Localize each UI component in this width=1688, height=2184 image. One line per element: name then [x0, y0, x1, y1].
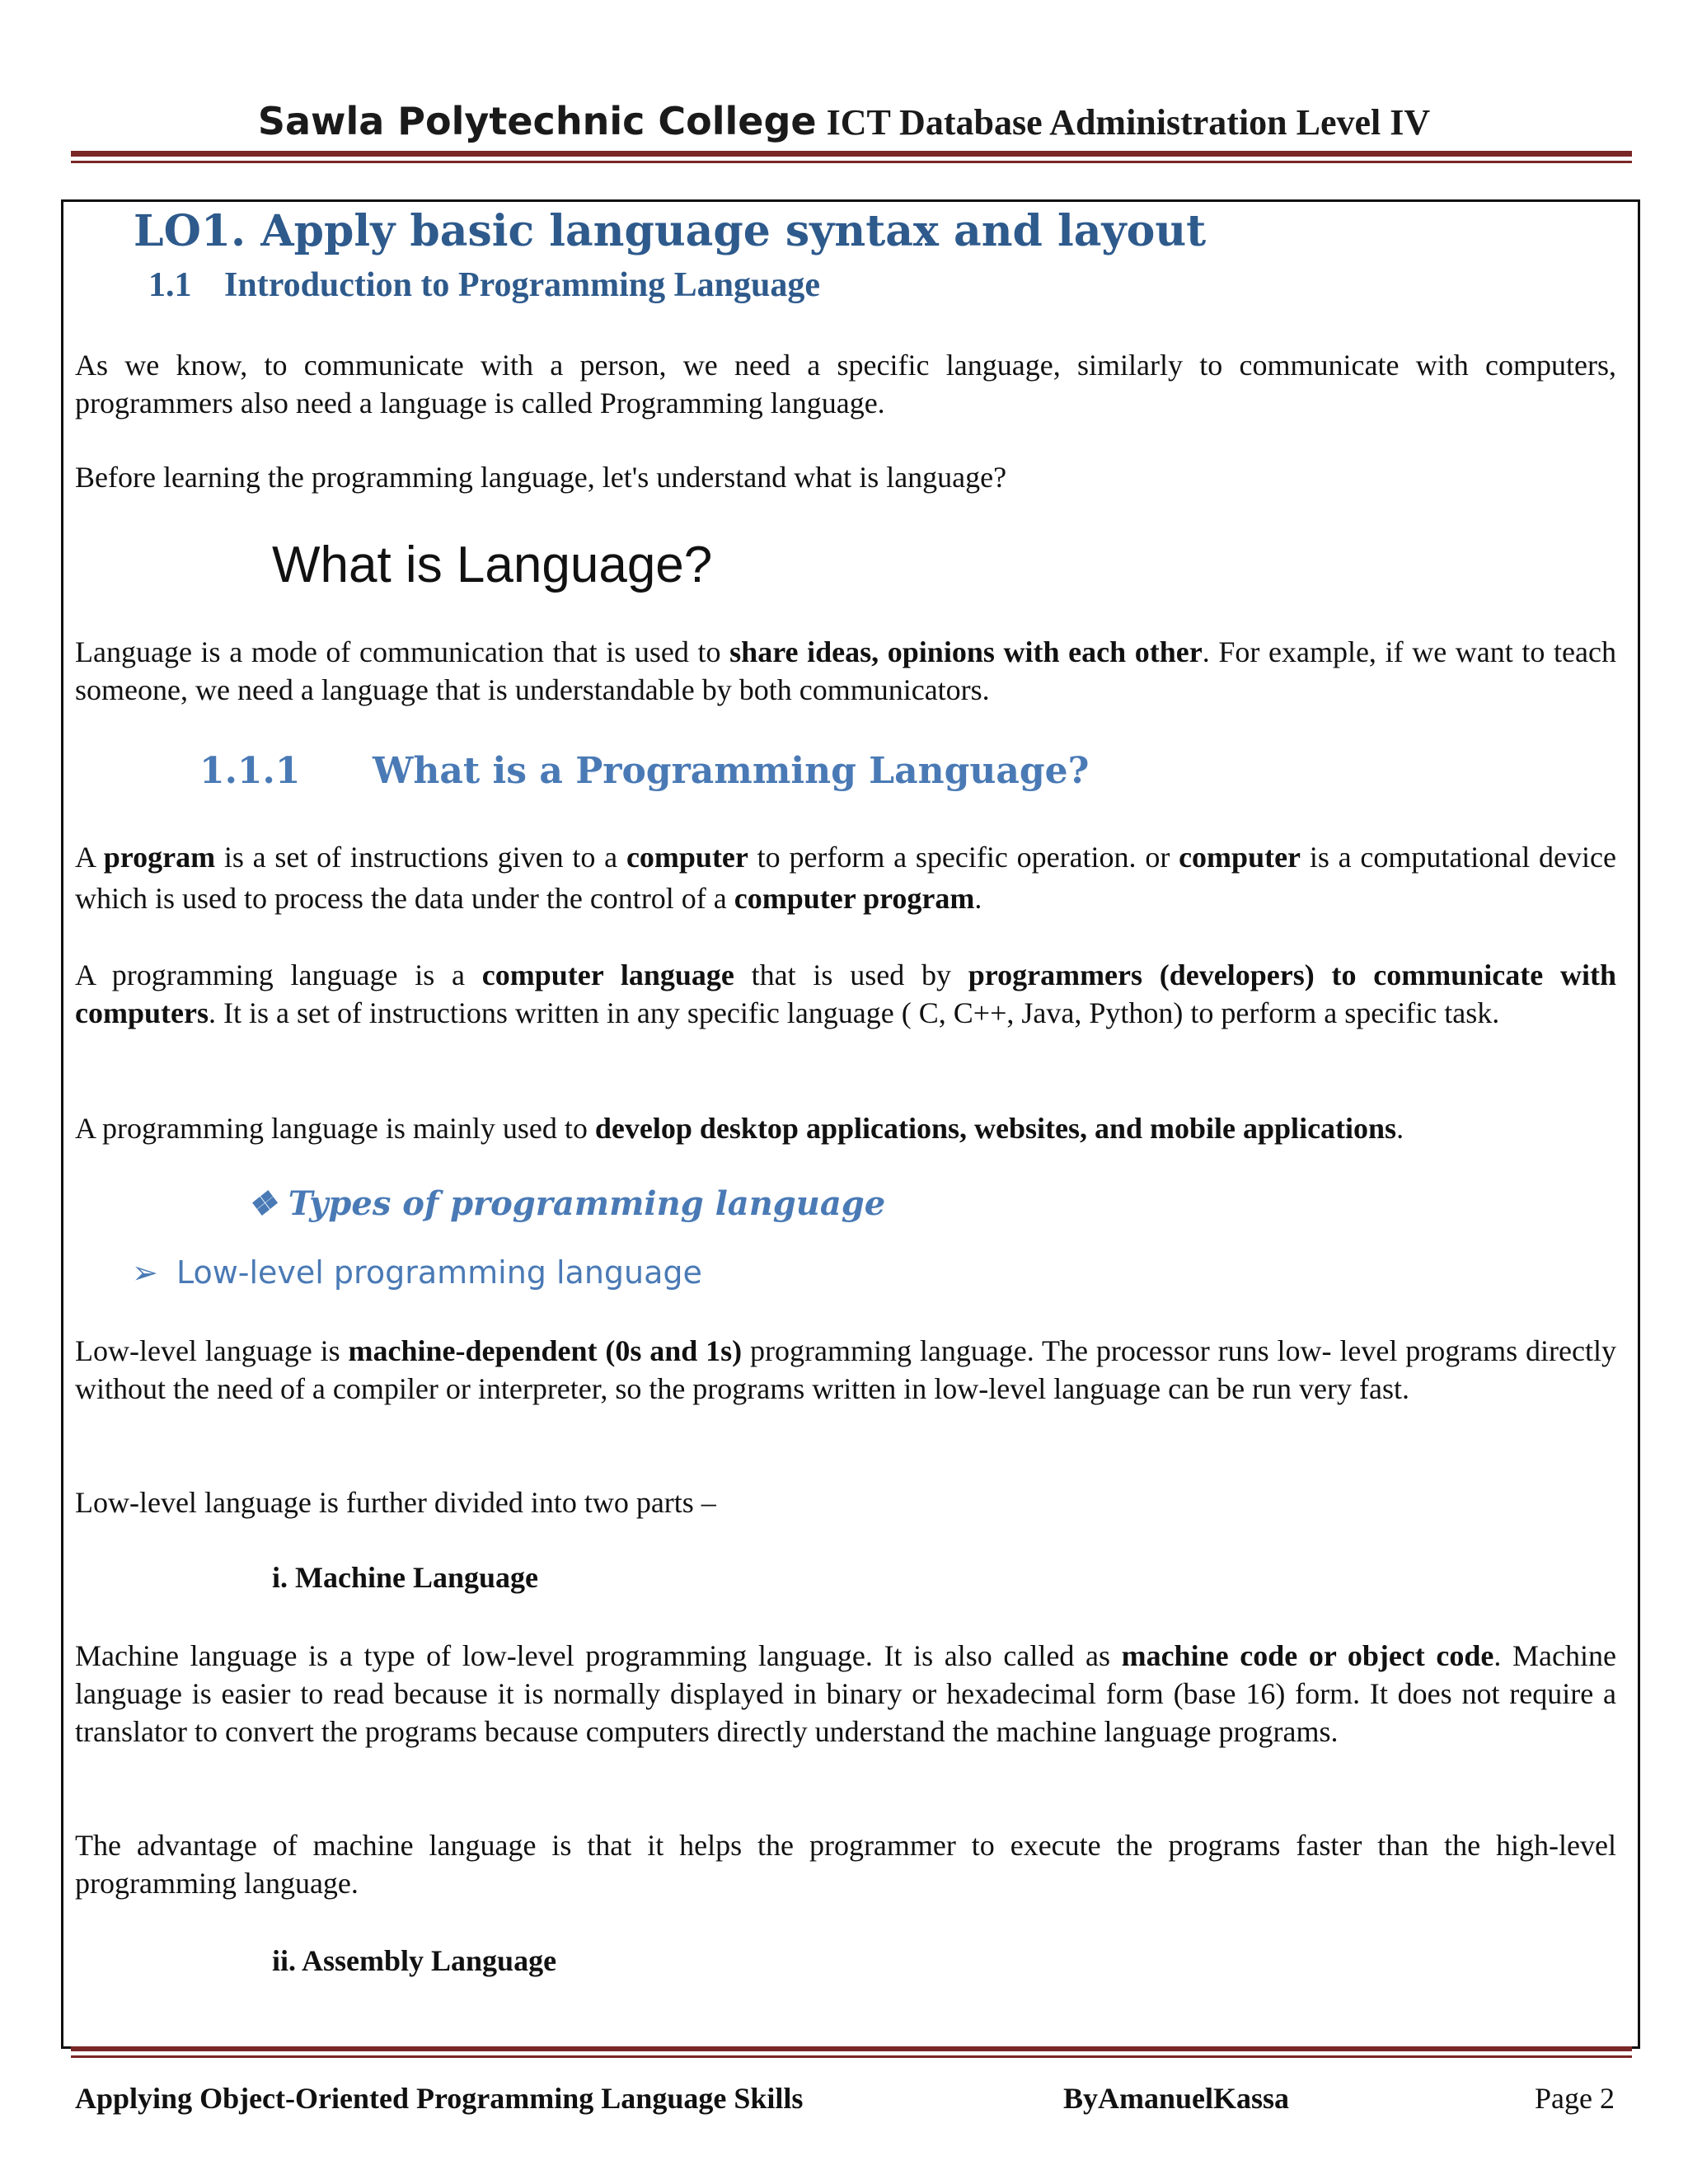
text-run: that is used by	[734, 958, 968, 991]
text-run: A programming language is a	[75, 958, 482, 991]
text-run: Machine language is a type of low-level programming language. It is also called as	[75, 1639, 1122, 1672]
footer-author: ByAmanuelKassa	[1063, 2082, 1290, 2115]
what-is-language-heading: What is Language?	[272, 537, 713, 593]
text-run: A	[75, 841, 104, 874]
text-run: . It is a set of instructions written in any specific language ( C, C++, Java, Python) to perform a specific task.	[208, 996, 1500, 1029]
text-run: .	[1396, 1112, 1404, 1145]
types-heading	[247, 1184, 885, 1223]
paragraph-two-parts: Low-level language is further divided into two parts –	[75, 1486, 716, 1519]
bold-text: machine code or object code	[1121, 1639, 1494, 1672]
bold-text: share ideas, opinions with each other	[729, 635, 1203, 668]
page-header	[0, 99, 1688, 143]
section-number: 1.1	[148, 266, 192, 304]
text-run: Language is a mode of communication that is used to	[75, 635, 730, 668]
paragraph-lowlevel	[75, 1332, 1616, 1408]
section-title: What is a Programming Language?	[373, 750, 1090, 792]
section-heading-1-1	[148, 265, 820, 305]
college-name: Sawla Polytechnic College	[257, 99, 817, 143]
paragraph-programming-language-definition	[75, 956, 1616, 1032]
course-name: ICT Database Administration Level IV	[826, 102, 1431, 143]
text-run: is a computational device which is used to process the data under the control of a	[75, 841, 1616, 915]
text-run: . Machine language is easier to read because it is normally displayed in binary or hexadecimal form (base 16) form. It does not require a translator to convert the programs because computers directly understand the machine language programs.	[75, 1639, 1616, 1748]
paragraph-advantage: The advantage of machine language is that it helps the programmer to execute the programs faster than the high-level programming language.	[75, 1829, 1616, 1900]
paragraph-before-learning: Before learning the programming language, let's understand what is language?	[75, 461, 1007, 494]
bold-text: program	[103, 841, 216, 874]
bold-text: develop desktop applications, websites, and mobile applications	[594, 1112, 1397, 1145]
header-rule	[71, 151, 1632, 157]
bold-text: computer	[1179, 841, 1301, 874]
paragraph-program-definition	[75, 837, 1616, 919]
lowlevel-heading	[132, 1254, 702, 1291]
section-title: Introduction to Programming Language	[224, 266, 820, 304]
paragraph-machine-language	[75, 1637, 1616, 1750]
bold-text: computer program	[734, 882, 975, 915]
text-run: programming language. The processor runs low- level programs directly without the need of a compiler or interpreter, so the programs written in low-level language can be run very fast.	[75, 1334, 1616, 1405]
bold-text: computer	[626, 841, 748, 874]
bold-text: programmers (developers) to communicate with computers	[75, 958, 1617, 1029]
bold-text: machine-dependent (0s and 1s)	[348, 1334, 743, 1367]
text-run: is a set of instructions given to a	[215, 841, 626, 874]
footer-course-title: Applying Object-Oriented Programming Language Skills	[75, 2082, 804, 2115]
subheading-machine-language: i. Machine Language	[272, 1561, 539, 1594]
text-run: Low-level language is	[75, 1334, 349, 1367]
arrow-bullet-icon: ➢	[132, 1254, 158, 1291]
footer-rule	[71, 2046, 1632, 2051]
paragraph-intro: As we know, to communicate with a person, we need a specific language, similarly to communicate with computers, programmers also need a language is called Programming language.	[75, 349, 1616, 419]
bold-text: computer language	[481, 958, 734, 991]
paragraph-usage	[75, 1109, 1616, 1147]
learning-outcome-title: LO1. Apply basic language syntax and layout	[134, 206, 1207, 256]
subheading-assembly-language: ii. Assembly Language	[272, 1944, 557, 1977]
types-heading-text: Types of programming language	[288, 1184, 886, 1223]
footer-rule-thin	[71, 2055, 1632, 2058]
section-heading-1-1-1	[199, 750, 1089, 792]
footer-page-number: Page 2	[1535, 2082, 1615, 2115]
diamond-bullet-icon: ❖	[247, 1184, 277, 1223]
text-run: A programming language is mainly used to	[75, 1112, 595, 1145]
lowlevel-heading-text: Low-level programming language	[176, 1254, 702, 1291]
text-run: .	[974, 882, 982, 915]
section-number: 1.1.1	[199, 750, 301, 792]
text-run: to perform a specific operation. or	[748, 841, 1179, 874]
text-run: . For example, if we want to teach someone, we need a language that is understandable by both communicators.	[75, 635, 1616, 706]
paragraph-language-definition	[75, 633, 1616, 709]
header-rule-thin	[71, 161, 1632, 163]
